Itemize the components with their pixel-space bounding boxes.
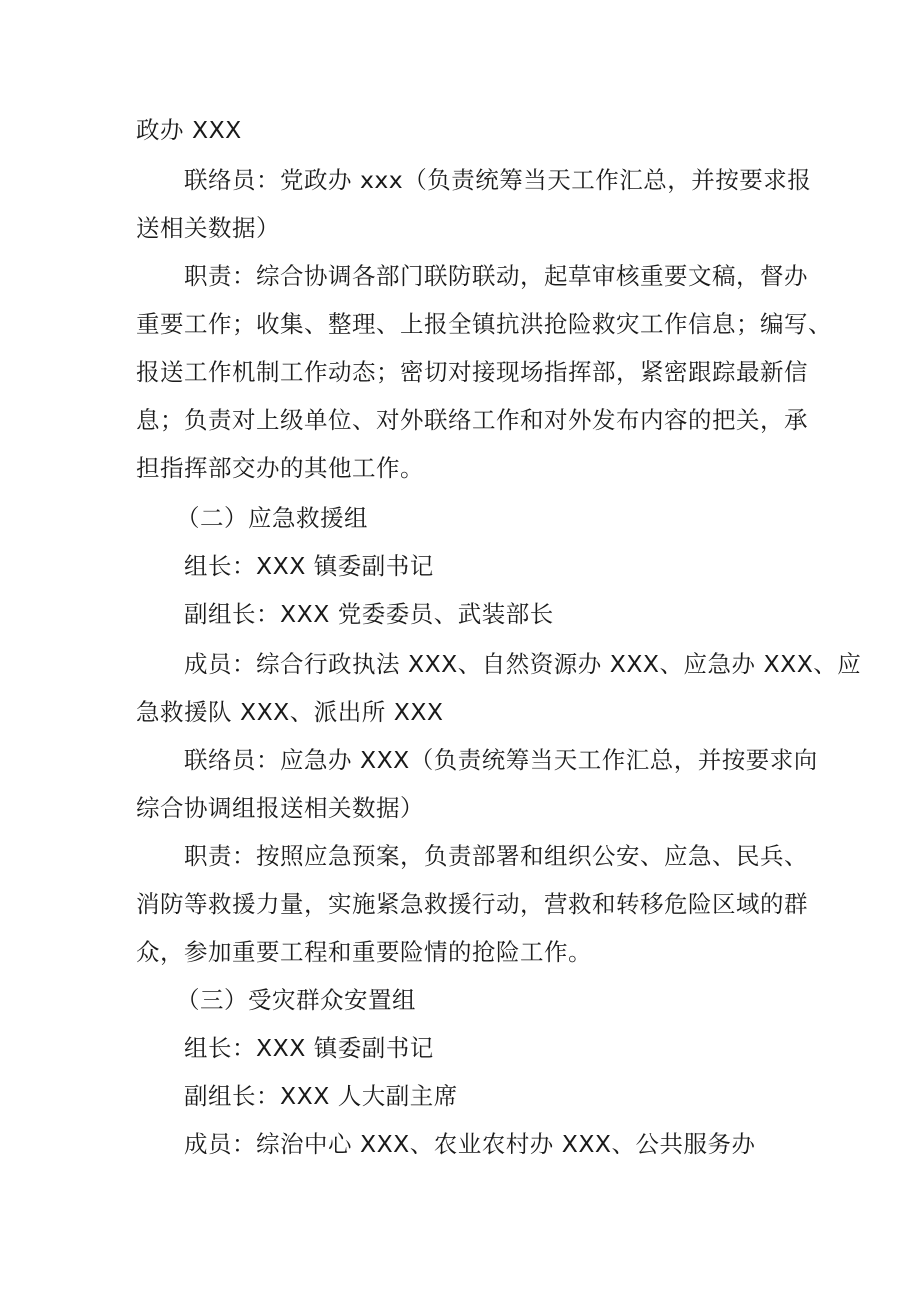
text-line: 职责：按照应急预案，负责部署和组织公安、应急、民兵、 bbox=[184, 842, 808, 870]
text-line: 报送工作机制工作动态；密切对接现场指挥部，紧密跟踪最新信 bbox=[136, 358, 808, 386]
text-line: 组长：XXX 镇委副书记 bbox=[184, 1034, 434, 1062]
text-line: 送相关数据） bbox=[136, 214, 280, 242]
text-line: 联络员：党政办 xxx（负责统筹当天工作汇总，并按要求报 bbox=[184, 166, 812, 194]
text-line: 副组长：XXX 党委委员、武装部长 bbox=[184, 600, 554, 628]
text-line: 息；负责对上级单位、对外联络工作和对外发布内容的把关，承 bbox=[136, 406, 808, 434]
text-line: 急救援队 XXX、派出所 XXX bbox=[136, 698, 444, 726]
text-line: 重要工作；收集、整理、上报全镇抗洪抢险救灾工作信息；编写、 bbox=[136, 310, 832, 338]
text-line: 成员：综治中心 XXX、农业农村办 XXX、公共服务办 bbox=[184, 1130, 756, 1158]
section-heading: （二）应急救援组 bbox=[176, 504, 368, 532]
text-line: 副组长：XXX 人大副主席 bbox=[184, 1082, 458, 1110]
text-line: 众，参加重要工程和重要险情的抢险工作。 bbox=[136, 938, 592, 966]
text-line: 联络员：应急办 XXX（负责统筹当天工作汇总，并按要求向 bbox=[184, 746, 818, 774]
text-line: 担指挥部交办的其他工作。 bbox=[136, 454, 424, 482]
text-line: 政办 XXX bbox=[136, 116, 242, 144]
text-line: 消防等救援力量，实施紧急救援行动，营救和转移危险区域的群 bbox=[136, 890, 808, 918]
text-line: 综合协调组报送相关数据） bbox=[136, 794, 424, 822]
section-heading: （三）受灾群众安置组 bbox=[176, 986, 416, 1014]
text-line: 职责：综合协调各部门联防联动，起草审核重要文稿，督办 bbox=[184, 262, 808, 290]
text-line: 组长：XXX 镇委副书记 bbox=[184, 552, 434, 580]
text-line: 成员：综合行政执法 XXX、自然资源办 XXX、应急办 XXX、应 bbox=[184, 650, 862, 678]
